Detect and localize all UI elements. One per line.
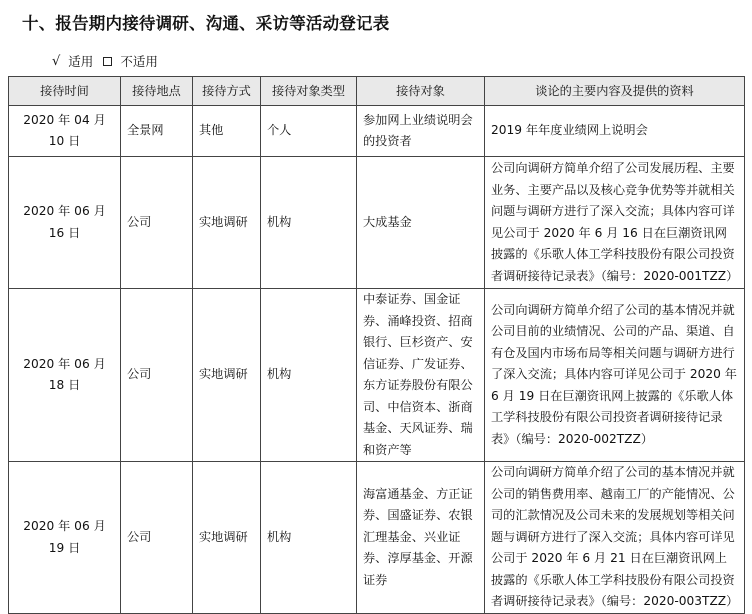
- cell-content: 公司向调研方简单介绍了公司的基本情况并就公司的销售费用率、越南工厂的产能情况、公司的汇款情况及公司未来的发展规划等相关问题与调研方进行了深入交流；具体内容可详见公司于 2020 年 6 月 21 日在巨潮资讯网上披露的《乐歌人体工学科技股份有限公司投资者调研接待记录表》（编号：2020-003TZZ）: [485, 462, 745, 614]
- cell-object: 大成基金: [357, 157, 485, 289]
- reception-log-table: [8, 76, 745, 614]
- cell-object-type: 机构: [261, 157, 357, 289]
- applicable-label: 适用: [68, 54, 94, 69]
- cell-date: 2020 年 06 月 18 日: [9, 289, 121, 462]
- cell-object: 中泰证券、国金证券、涌峰投资、招商银行、巨杉资产、安信证券、广发证券、东方证券股份有限公司、中信资本、浙商基金、天风证券、瑞和资产等: [357, 289, 485, 462]
- not-applicable-label: 不适用: [120, 54, 158, 69]
- cell-date: 2020 年 06 月 16 日: [9, 157, 121, 289]
- header-reception-object: 接待对象: [357, 77, 485, 106]
- cell-place: 公司: [121, 157, 193, 289]
- cell-object: 海富通基金、方正证券、国盛证券、农银汇理基金、兴业证券、淳厚基金、开源证券: [357, 462, 485, 614]
- checkbox-empty-icon: [103, 57, 112, 66]
- cell-content: 公司向调研方简单介绍了公司的基本情况并就公司目前的业绩情况、公司的产品、渠道、自有仓及国内市场布局等相关问题与调研方进行了深入交流；具体内容可详见公司于 2020 年 6 月 19 日在巨潮资讯网上披露的《乐歌人体工学科技股份有限公司投资者调研接待记录表》（编号：2020-002TZZ）: [485, 289, 745, 462]
- table-row: [9, 289, 745, 462]
- header-object-type: 接待对象类型: [261, 77, 357, 106]
- header-reception-time: 接待时间: [9, 77, 121, 106]
- cell-object-type: 机构: [261, 289, 357, 462]
- cell-date: 2020 年 06 月 19 日: [9, 462, 121, 614]
- checkmark-icon: √: [52, 53, 61, 69]
- cell-place: 公司: [121, 462, 193, 614]
- header-content: 谈论的主要内容及提供的资料: [485, 77, 745, 106]
- cell-place: 公司: [121, 289, 193, 462]
- cell-object-type: 机构: [261, 462, 357, 614]
- applicability-options: [52, 52, 168, 70]
- cell-method: 实地调研: [193, 157, 261, 289]
- applicable-option: [52, 52, 93, 70]
- header-reception-method: 接待方式: [193, 77, 261, 106]
- cell-content: 公司向调研方简单介绍了公司发展历程、主要业务、主要产品以及核心竞争优势等并就相关问题与调研方进行了深入交流；具体内容可详见公司于 2020 年 6 月 16 日在巨潮资讯网披露的《乐歌人体工学科技股份有限公司投资者调研接待记录表》（编号：2020-001TZZ）: [485, 157, 745, 289]
- section-title: 十、报告期内接待调研、沟通、采访等活动登记表: [22, 14, 390, 33]
- cell-object-type: 个人: [261, 106, 357, 157]
- table-row: [9, 462, 745, 614]
- header-reception-place: 接待地点: [121, 77, 193, 106]
- table-row: [9, 106, 745, 157]
- not-applicable-option: [103, 52, 158, 70]
- cell-method: 实地调研: [193, 289, 261, 462]
- table-row: [9, 157, 745, 289]
- cell-place: 全景网: [121, 106, 193, 157]
- cell-method: 其他: [193, 106, 261, 157]
- cell-method: 实地调研: [193, 462, 261, 614]
- cell-date: 2020 年 04 月 10 日: [9, 106, 121, 157]
- table-header-row: [9, 77, 745, 106]
- cell-object: 参加网上业绩说明会的投资者: [357, 106, 485, 157]
- cell-content: 2019 年年度业绩网上说明会: [485, 106, 745, 157]
